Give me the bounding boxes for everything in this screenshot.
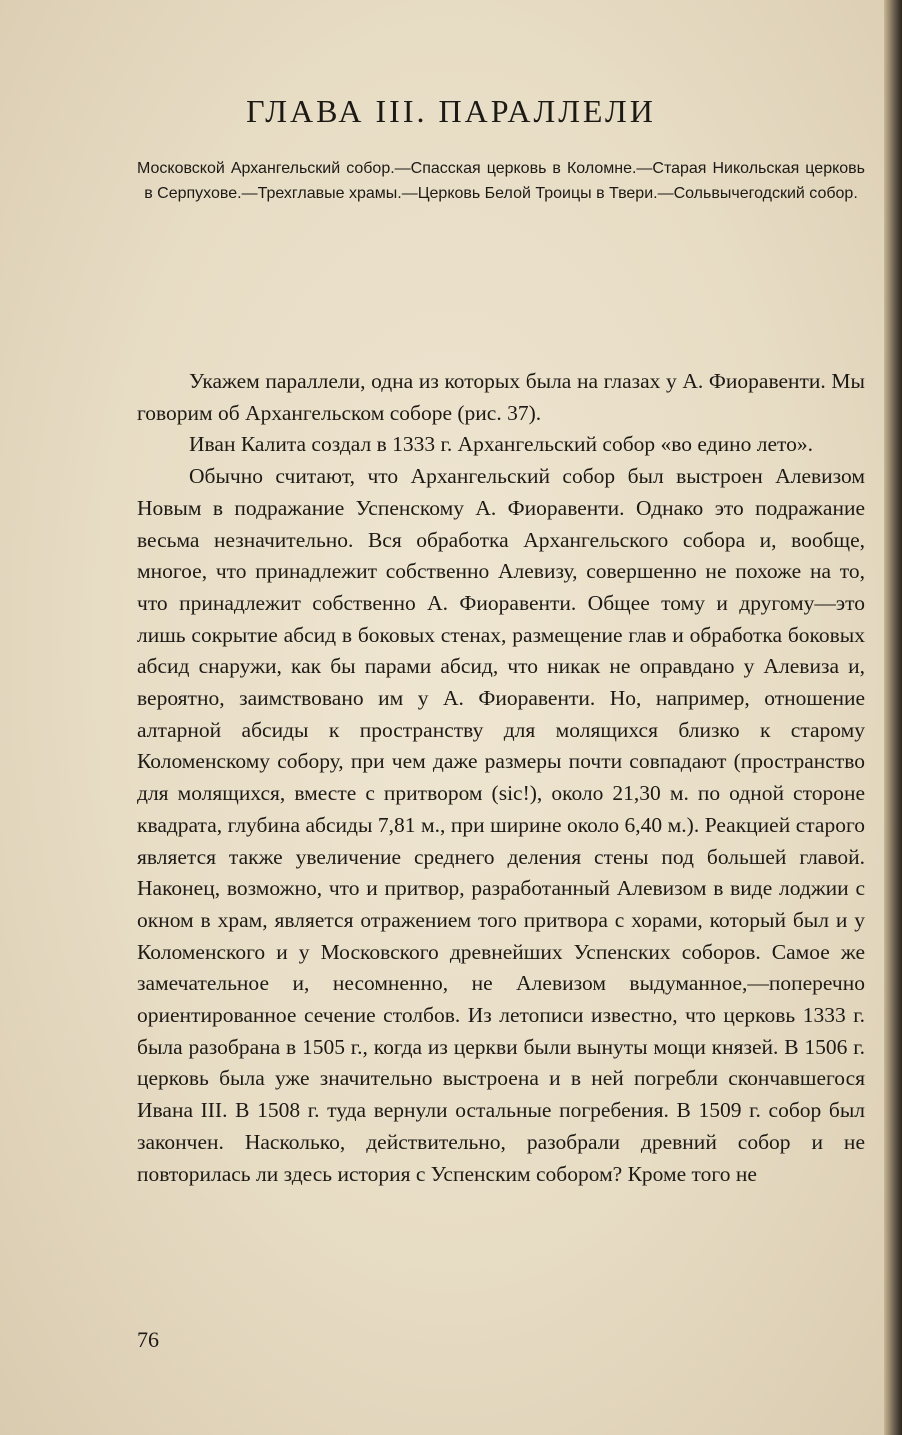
paragraph: Иван Калита создал в 1333 г. Архангельский собор «во едино лето». (189, 432, 813, 457)
book-spine-shadow (884, 0, 902, 1435)
page-number: 76 (137, 1327, 159, 1352)
body-text (137, 366, 865, 1190)
chapter-summary: Московской Архангельский собор.—Спасская церковь в Коломне.—Старая Никольская церковь в Серпухове.—Трехглавые храмы.—Церковь Белой Троицы в Твери.—Сольвычегодский собор. (137, 160, 865, 202)
paragraph: Обычно считают, что Архангельский собор был выстроен Алевизом Новым в подражание Успенскому А. Фиоравенти. Однако это подражание весьма незначительно. Вся обработка Архангельского собора и, вообще, многое, что принадлежит собственно Алевизу, совершенно не похоже на то, что принадлежит собственно А. Фиоравенти. Общее тому и другому—это лишь сокрытие абсид в боковых стенах, размещение глав и обработка боковых абсид снаружи, как бы парами абсид, что никак не оправдано у Алевиза и, вероятно, заимствовано им у А. Фиоравенти. Но, например, отношение алтарной абсиды к пространству для молящихся близко к старому Коломенскому собору, при чем даже размеры почти совпадают (пространство для молящихся, вместе с притвором (sic!), около 21,30 м. по одной стороне квадрата, глубина абсиды 7,81 м., при ширине около 6,40 м.). Реакцией старого является также увеличение среднего деления стены под большей главой. Наконец, возможно, что и притвор, разработанный Алевизом в виде лоджии с окном в храм, является отражением того притвора с хорами, который был и у Коломенского и у Московского древнейших Успенских соборов. Самое же замечательное и, несомненно, не Алевизом выдуманное,—поперечно ориентированное сечение столбов. Из летописи известно, что церковь 1333 г. была разобрана в 1505 г., когда из церкви были вынуты мощи князей. В 1506 г. церковь была уже значительно выстроена и в ней погребли скончавшегося Ивана III. В 1508 г. туда вернули остальные погребения. В 1509 г. собор был закончен. Насколько, действительно, разобрали древний собор и не повторилась ли здесь история с Успенским собором? Кроме того не (137, 464, 865, 1186)
chapter-title: ГЛАВА III. ПАРАЛЛЕЛИ (246, 93, 656, 129)
paragraph: Укажем параллели, одна из которых была на глазах у А. Фиоравенти. Мы говорим об Архангельском соборе (рис. 37). (137, 369, 865, 425)
